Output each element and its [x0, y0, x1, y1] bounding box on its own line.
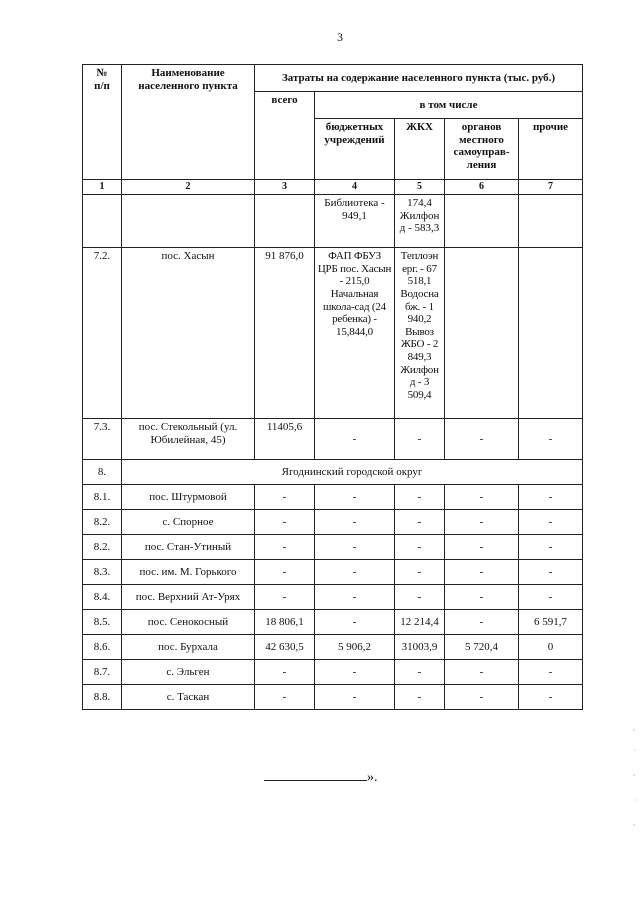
cell-budget: - — [315, 535, 395, 560]
closing-mark — [264, 770, 378, 786]
cell-other: - — [519, 510, 583, 535]
table-row — [83, 685, 583, 710]
cell-num — [83, 195, 122, 248]
col-number: 5 — [395, 180, 445, 195]
section-row — [83, 460, 583, 485]
cell-zhkh: 174,4 Жилфон д - 583,3 — [395, 195, 445, 248]
cell-num: 8.2. — [83, 535, 122, 560]
header-local-gov: органов местного самоуправ-ления — [445, 119, 519, 180]
table-row — [83, 510, 583, 535]
cell-other: 6 591,7 — [519, 610, 583, 635]
cell-other: - — [519, 660, 583, 685]
cell-name — [122, 195, 255, 248]
cell-local-gov: - — [445, 560, 519, 585]
cell-total: 18 806,1 — [255, 610, 315, 635]
cell-local-gov: - — [445, 585, 519, 610]
cell-other: - — [519, 485, 583, 510]
cell-num: 8.6. — [83, 635, 122, 660]
table-row — [83, 585, 583, 610]
cell-zhkh: - — [395, 560, 445, 585]
cell-other: - — [519, 560, 583, 585]
cell-total: - — [255, 485, 315, 510]
cell-zhkh: - — [395, 585, 445, 610]
cell-total: 11405,6 — [255, 419, 315, 460]
column-numbers-row — [83, 180, 583, 195]
cell-name: пос. Стекольный (ул. Юбилейная, 45) — [122, 419, 255, 460]
table-row — [83, 660, 583, 685]
table-row — [83, 419, 583, 460]
cell-zhkh: Теплоэн ерг. - 67 518,1 Водосна бж. - 1 940,2 Вывоз ЖБО - 2 849,3 Жилфон д - 3 509,4 — [395, 248, 445, 419]
cell-local-gov — [445, 195, 519, 248]
cell-zhkh: - — [395, 660, 445, 685]
cell-total: - — [255, 585, 315, 610]
cell-local-gov: - — [445, 685, 519, 710]
header-zhkh: ЖКХ — [395, 119, 445, 180]
closing-quote: ». — [367, 770, 378, 785]
cell-num: 8.2. — [83, 510, 122, 535]
cell-num: 8.3. — [83, 560, 122, 585]
cell-budget: - — [315, 419, 395, 460]
cell-zhkh: - — [395, 419, 445, 460]
costs-table — [82, 64, 583, 710]
cell-other: - — [519, 419, 583, 460]
cell-total: - — [255, 560, 315, 585]
header-costs: Затраты на содержание населенного пункта (тыс. руб.) — [255, 65, 583, 92]
cell-zhkh: - — [395, 485, 445, 510]
cell-total: - — [255, 685, 315, 710]
cell-num: 7.2. — [83, 248, 122, 419]
section-title: Ягоднинский городской округ — [122, 460, 583, 485]
cell-local-gov: - — [445, 535, 519, 560]
cell-budget: - — [315, 660, 395, 685]
cell-local-gov: - — [445, 419, 519, 460]
cell-name: с. Эльген — [122, 660, 255, 685]
cell-other: - — [519, 585, 583, 610]
cell-name: пос. Сенокосный — [122, 610, 255, 635]
cell-budget: - — [315, 560, 395, 585]
cell-budget: - — [315, 485, 395, 510]
page-number: 3 — [337, 30, 343, 44]
table-row — [83, 535, 583, 560]
header-including: в том числе — [315, 92, 583, 119]
cell-total: - — [255, 535, 315, 560]
cell-num: 8.7. — [83, 660, 122, 685]
cell-budget: 5 906,2 — [315, 635, 395, 660]
col-number: 2 — [122, 180, 255, 195]
cell-num: 8.8. — [83, 685, 122, 710]
col-number: 3 — [255, 180, 315, 195]
cell-name: пос. Верхний Ат-Урях — [122, 585, 255, 610]
header-total: всего — [255, 92, 315, 180]
cell-name: с. Таскан — [122, 685, 255, 710]
cell-zhkh: - — [395, 685, 445, 710]
cell-name: пос. Бурхала — [122, 635, 255, 660]
cell-zhkh: - — [395, 535, 445, 560]
header-budget: бюджетных учреждений — [315, 119, 395, 180]
cell-other — [519, 248, 583, 419]
cell-total: - — [255, 660, 315, 685]
cell-local-gov — [445, 248, 519, 419]
cell-local-gov: - — [445, 510, 519, 535]
table-row — [83, 195, 583, 248]
cell-total: 42 630,5 — [255, 635, 315, 660]
cell-local-gov: - — [445, 610, 519, 635]
cell-name: пос. Стан-Утиный — [122, 535, 255, 560]
table-row — [83, 485, 583, 510]
header-other: прочие — [519, 119, 583, 180]
cell-name: пос. Хасын — [122, 248, 255, 419]
cell-budget: - — [315, 510, 395, 535]
cell-budget: Библиотека - 949,1 — [315, 195, 395, 248]
table-row — [83, 248, 583, 419]
cell-num: 8.5. — [83, 610, 122, 635]
cell-num: 8.1. — [83, 485, 122, 510]
cell-other — [519, 195, 583, 248]
cell-budget: - — [315, 585, 395, 610]
cell-budget: - — [315, 610, 395, 635]
cell-name: пос. им. М. Горького — [122, 560, 255, 585]
col-number: 6 — [445, 180, 519, 195]
cell-num: 8.4. — [83, 585, 122, 610]
cell-budget: - — [315, 685, 395, 710]
cell-zhkh: 31003,9 — [395, 635, 445, 660]
signature-line — [264, 780, 367, 781]
header-num: № п/п — [83, 65, 122, 180]
cell-num: 8. — [83, 460, 122, 485]
cell-budget: ФАП ФБУЗ ЦРБ пос. Хасын - 215,0 Начальная школа-сад (24 ребенка) - 15,844,0 — [315, 248, 395, 419]
cell-local-gov: - — [445, 660, 519, 685]
col-number: 1 — [83, 180, 122, 195]
table-row — [83, 610, 583, 635]
cell-total: - — [255, 510, 315, 535]
scan-noise — [633, 720, 636, 850]
cell-other: - — [519, 685, 583, 710]
header-name: Наименование населенного пункта — [122, 65, 255, 180]
cell-num: 7.3. — [83, 419, 122, 460]
cell-other: - — [519, 535, 583, 560]
table-row — [83, 635, 583, 660]
cell-total — [255, 195, 315, 248]
cell-total: 91 876,0 — [255, 248, 315, 419]
col-number: 4 — [315, 180, 395, 195]
cell-zhkh: - — [395, 510, 445, 535]
cell-local-gov: - — [445, 485, 519, 510]
table-row — [83, 560, 583, 585]
cell-local-gov: 5 720,4 — [445, 635, 519, 660]
cell-zhkh: 12 214,4 — [395, 610, 445, 635]
cell-name: с. Спорное — [122, 510, 255, 535]
cell-name: пос. Штурмовой — [122, 485, 255, 510]
cell-other: 0 — [519, 635, 583, 660]
col-number: 7 — [519, 180, 583, 195]
